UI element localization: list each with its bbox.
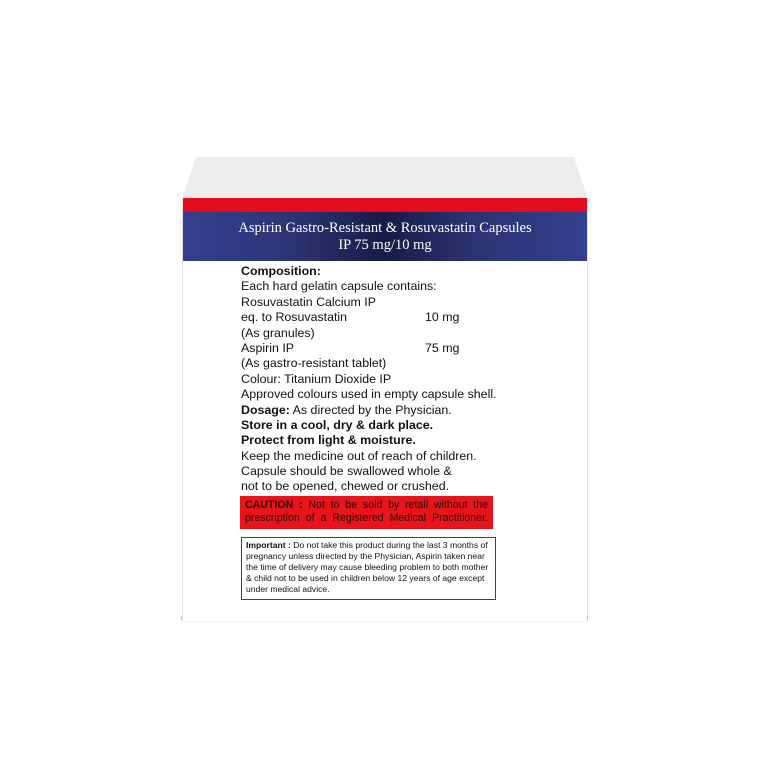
ingredient-label: Aspirin IP [241, 340, 295, 355]
dosage-line [241, 403, 541, 418]
important-label: Important : [246, 540, 291, 550]
red-stripe [183, 198, 587, 212]
ingredient-value: 10 mg [425, 310, 460, 325]
dosage-text: As directed by the Physician. [289, 402, 452, 417]
ingredient-row [241, 295, 541, 310]
composition-intro: Each hard gelatin capsule contains: [241, 279, 437, 294]
caution-text: Not to be sold by retail without the prescription of a Registered Medical Practitioner. [245, 499, 488, 524]
composition-heading: Composition: [241, 264, 321, 278]
ingredient-row [241, 310, 541, 325]
ingredient-label: (As gastro-resistant tablet) [241, 356, 387, 371]
box-edge-mark-left [181, 616, 182, 620]
ingredient-row [241, 356, 541, 371]
important-notice-box [241, 537, 496, 600]
title-banner [183, 212, 587, 261]
ingredient-label: (As granules) [241, 325, 315, 340]
warning-line-2: Capsule should be swallowed whole & [241, 464, 452, 479]
ingredient-label: Rosuvastatin Calcium IP [241, 294, 376, 309]
box-edge-mark-right [587, 616, 588, 620]
product-title-line1: Aspirin Gastro-Resistant & Rosuvastatin Capsules [238, 220, 532, 236]
label-text [241, 264, 541, 495]
medicine-box-panel [182, 198, 588, 622]
warning-line-1: Keep the medicine out of reach of children. [241, 448, 477, 463]
ingredient-row [241, 326, 541, 341]
warning-line-3: not to be opened, chewed or crushed. [241, 479, 450, 494]
caution-box [240, 496, 493, 529]
box-top-flap [182, 157, 588, 199]
approved-colours-text: Approved colours used in empty capsule shell. [241, 387, 497, 402]
caution-label: CAUTION : [245, 499, 303, 511]
important-text: Do not take this product during the last 3 months of pregnancy unless directed by the Physician, Aspirin taken near the time of delivery may cause bleeding problem to both mother & child not to be used in children below 12 years of age except under medical advice. [246, 540, 489, 594]
storage-line-1: Store in a cool, dry & dark place. [241, 417, 434, 432]
dosage-label: Dosage: [241, 402, 290, 417]
ingredient-value: 75 mg [425, 340, 460, 355]
product-title-line2: IP 75 mg/10 mg [338, 237, 432, 253]
storage-line-2: Protect from light & moisture. [241, 433, 416, 448]
ingredient-label: eq. to Rosuvastatin [241, 310, 348, 325]
colour-text: Colour: Titanium Dioxide IP [241, 371, 392, 386]
ingredient-row [241, 341, 541, 356]
